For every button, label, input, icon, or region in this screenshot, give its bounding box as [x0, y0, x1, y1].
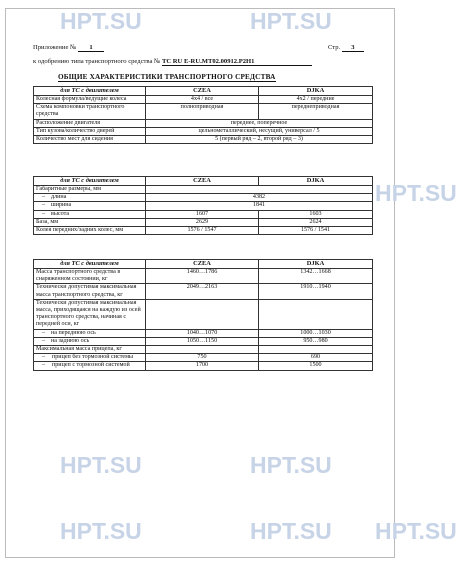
header-engine: для ТС с двигателем — [34, 177, 146, 186]
table-row — [34, 96, 373, 104]
row-label: Масса транспортного средства в снаряженном состоянии, кг — [34, 269, 146, 284]
cell-djka: 1000…1030 — [259, 329, 373, 337]
cell-djka: переднеприводная — [259, 104, 373, 119]
table-row — [34, 337, 373, 345]
page-number-line — [328, 44, 364, 52]
appendix-line — [33, 44, 104, 52]
table-row — [34, 210, 373, 218]
cell-czea: 2629 — [146, 218, 259, 226]
header-djka: DJKA — [259, 87, 373, 96]
cell-djka: 950…980 — [259, 337, 373, 345]
row-label: – прицеп с тормозной системой — [34, 362, 146, 370]
row-label: Технически допустимая максимальная масса транспортного средства, кг — [34, 284, 146, 299]
header-djka: DJKA — [259, 177, 373, 186]
table-row — [34, 104, 373, 119]
header-engine: для ТС с двигателем — [34, 87, 146, 96]
cell-czea: 750 — [146, 354, 259, 362]
table-row — [34, 354, 373, 362]
dimensions-table — [33, 176, 373, 235]
cell-czea: 1700 — [146, 362, 259, 370]
cell-czea: 1460…1786 — [146, 269, 259, 284]
watermark: HPT.SU — [250, 8, 332, 34]
cell-djka: 1603 — [259, 210, 373, 218]
row-label: Расположение двигателя — [34, 119, 146, 127]
row-label: – высота — [34, 210, 146, 218]
row-label: – прицеп без тормозной системы — [34, 354, 146, 362]
row-label: – на переднюю ось — [34, 329, 146, 337]
cell-czea: 1576 / 1547 — [146, 227, 259, 235]
watermark: HPT.SU — [375, 180, 457, 206]
cell-merged: 5 (первый ряд – 2, второй ряд – 3) — [146, 136, 373, 144]
row-label: Количество мест для сидения — [34, 136, 146, 144]
table-row — [34, 218, 373, 226]
header-czea: CZEA — [146, 260, 259, 269]
table-row — [34, 127, 373, 135]
cell-djka: 1576 / 1541 — [259, 227, 373, 235]
row-label: Колея передних/задних колес, мм — [34, 227, 146, 235]
cell-merged: 1841 — [146, 202, 373, 210]
approval-line — [33, 58, 312, 66]
table-header-row — [34, 260, 373, 269]
table-row — [34, 346, 373, 354]
table-row — [34, 194, 373, 202]
table-row — [34, 202, 373, 210]
row-label: Тип кузова/количество дверей — [34, 127, 146, 135]
cell-djka: 2624 — [259, 218, 373, 226]
row-label: – ширина — [34, 202, 146, 210]
cell-czea: 1040…1070 — [146, 329, 259, 337]
row-label: – на заднюю ось — [34, 337, 146, 345]
cell-djka: 1500 — [259, 362, 373, 370]
watermark: HPT.SU — [250, 518, 332, 544]
watermark: HPT.SU — [250, 452, 332, 478]
table-row — [34, 227, 373, 235]
page-label: Стр. — [328, 44, 341, 51]
row-label: Колесная формула/ведущие колеса — [34, 96, 146, 104]
table-row — [34, 119, 373, 127]
watermark: HPT.SU — [60, 8, 142, 34]
row-label: – длина — [34, 194, 146, 202]
page-number: 3 — [342, 44, 364, 52]
cell-djka: 1342…1668 — [259, 269, 373, 284]
row-label: Схема компоновки транспортного средства — [34, 104, 146, 119]
watermark: HPT.SU — [60, 518, 142, 544]
table-row — [34, 136, 373, 144]
cell-merged: 4382 — [146, 194, 373, 202]
table-row — [34, 284, 373, 299]
row-label: База, мм — [34, 218, 146, 226]
row-label: Габаритные размеры, мм — [34, 186, 146, 194]
header-czea: CZEA — [146, 177, 259, 186]
cell-djka: 1910…1940 — [259, 284, 373, 299]
table-row — [34, 186, 373, 194]
row-label: Максимальная масса прицепа, кг — [34, 346, 146, 354]
cell-djka: 690 — [259, 354, 373, 362]
approval-prefix: к одобрению типа транспортного средства № — [33, 58, 161, 65]
cell-djka: 4x2 / передние — [259, 96, 373, 104]
cell-merged: цельнометаллический, несущий, универсал / 5 — [146, 127, 373, 135]
table-row — [34, 329, 373, 337]
table-header-row — [34, 177, 373, 186]
cell-czea: 4x4 / все — [146, 96, 259, 104]
header-czea: CZEA — [146, 87, 259, 96]
page-title: ОБЩИЕ ХАРАКТЕРИСТИКИ ТРАНСПОРТНОГО СРЕДСТВА — [58, 73, 276, 81]
header-engine: для ТС с двигателем — [34, 260, 146, 269]
mass-table — [33, 259, 373, 371]
header-djka: DJKA — [259, 260, 373, 269]
table-row — [34, 299, 373, 329]
cell-czea: полноприводная — [146, 104, 259, 119]
watermark: HPT.SU — [375, 518, 457, 544]
watermark: HPT.SU — [60, 452, 142, 478]
table-row — [34, 362, 373, 370]
cell-czea: 2049…2163 — [146, 284, 259, 299]
row-label: Технически допустимая максимальная масса, приходящаяся на каждую из осей транспортного средства, начиная с передней оси, кг — [34, 299, 146, 329]
cell-merged: переднее, поперечное — [146, 119, 373, 127]
table-header-row — [34, 87, 373, 96]
appendix-label: Приложение № — [33, 44, 77, 51]
appendix-number: 1 — [78, 44, 104, 52]
approval-number: TC RU E-RU.MT02.00912.P2H1 — [162, 58, 312, 66]
cell-czea: 1607 — [146, 210, 259, 218]
general-table — [33, 86, 373, 144]
cell-czea: 1050…1150 — [146, 337, 259, 345]
table-row — [34, 269, 373, 284]
